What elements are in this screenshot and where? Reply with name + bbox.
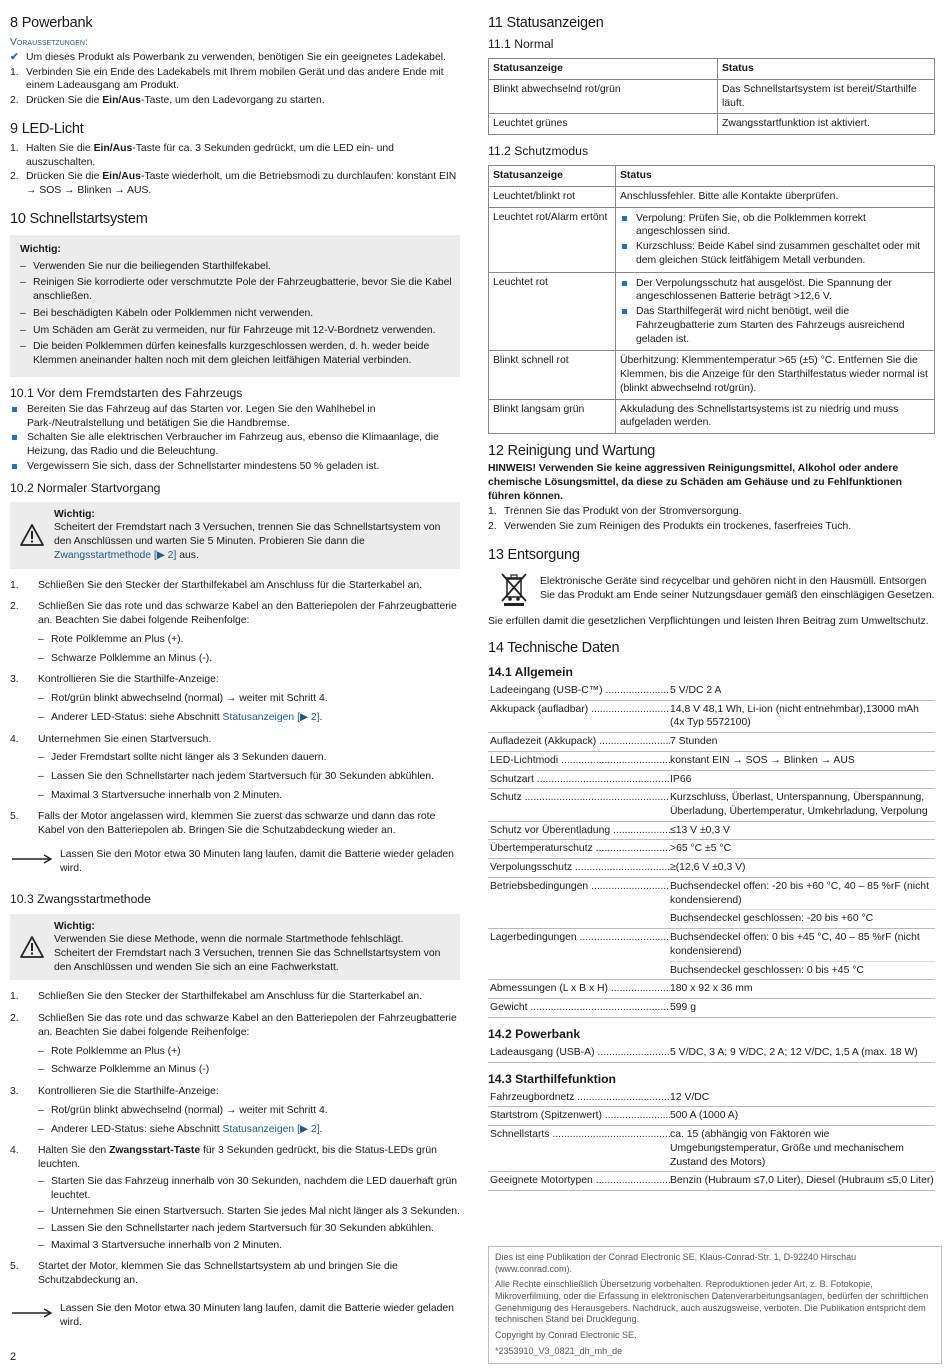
tech-powerbank-title: 14.2 Powerbank [488, 1026, 581, 1041]
cleaning-notice: HINWEIS! Verwenden Sie keine aggressiven Reinigungsmittel, Alkohol oder andere chemische Lösungsmittel, da diese zu Schäden am Gehäuse und zu Fehlfunktionen führen können. [488, 463, 902, 502]
list-item: – Jeder Fremdstart sollte nicht länger als 3 Sekunden dauern. [38, 752, 327, 764]
cleaning-steps [488, 505, 935, 533]
forced-start-title: 10.3 Zwangsstartmethode [10, 892, 151, 907]
list-item: 2. Drücken Sie die Ein/Aus-Taste wiederholt, um die Betriebsmodi zu durchlaufen: konstant EIN → SOS → Blinken → AUS. [10, 171, 457, 197]
tech-powerbank-list [488, 1044, 935, 1063]
list-item: Bereiten Sie das Fahrzeug auf das Starten vor. Legen Sie den Wahlhebel in Park-/Neutralstellung und betätigen Sie die Handbremse. [10, 403, 460, 430]
list-item: – Maximal 3 Startversuche innerhalb von 2 Minuten. [38, 1239, 283, 1251]
spec-row: Übertemperaturschutz ..... >65 °C ±5 °C [488, 840, 935, 859]
list-item: 1. Verbinden Sie ein Ende des Ladekabels mit Ihrem mobilen Gerät und das andere Ende mit einem Ladeausgang am Produkt. [10, 66, 444, 92]
important-title: Wichtig: [20, 243, 61, 255]
section-before [10, 385, 460, 474]
prereq-label: Voraussetzungen: [10, 37, 88, 49]
step: 5. Falls der Motor angelassen wird, klemmen Sie zuerst das schwarze und dann das rote Kabel von den Batteriepolen ab. Bringen Sie die Schutzabdeckung wieder an. [10, 811, 436, 837]
spec-row: Ladeeingang (USB-C™) ..... 5 V/DC 2 A [488, 682, 935, 701]
table-row: Blinkt langsam grün Akkuladung des Schnellstartsystems ist zu niedrig und muss aufgeladen werden. [489, 399, 935, 433]
result-line: Lassen Sie den Motor etwa 30 Minuten lang laufen, damit die Batterie wieder geladen wird. [10, 1302, 460, 1329]
result-line: Lassen Sie den Motor etwa 30 Minuten lang laufen, damit die Batterie wieder geladen wird. [10, 848, 460, 875]
step: 2. Schließen Sie das rote und das schwarze Kabel an den Batteriepolen der Fahrzeugbatterie an. Beachten Sie dabei folgende Reihenfolge: [10, 1013, 457, 1038]
spec-row: Aufladezeit (Akkupack) ..... 7 Stunden [488, 733, 935, 752]
led-steps [10, 142, 460, 198]
checkmark-icon: ✔ [10, 51, 19, 63]
list-item: – Rot/grün blinkt abwechselnd (normal) → weiter mit Schritt 4. [38, 1104, 328, 1116]
list-item: – Anderer LED-Status: siehe Abschnitt Statusanzeigen [▶ 2]. [38, 711, 323, 723]
section-led [10, 120, 460, 198]
led-title: 9 LED-Licht [10, 120, 84, 137]
list-item: – Rote Polklemme an Plus (+). [38, 633, 184, 645]
tech-general-title: 14.1 Allgemein [488, 664, 573, 679]
table-row: Blinkt schnell rot Überhitzung: Klemmentemperatur >65 (±5) °C. Entfernen Sie die Klemmen, bis die Anzeige für den Starthilfestatus wieder normal ist (blinkt abwechselnd rot/grün). [489, 351, 935, 399]
warning-icon [10, 508, 54, 563]
list-item: – Unternehmen Sie einen Startversuch. Starten Sie jedes Mal nicht länger als 3 Sekunden. [38, 1206, 460, 1218]
step: 5. Startet der Motor, klemmen Sie das Schnellstartsystem ab und bringen Sie die Schutzabdeckung an. [10, 1261, 398, 1287]
spec-row: Verpolungsschutz ..... ≥(12,6 V ±0,3 V) [488, 859, 935, 878]
status-link[interactable]: Statusanzeigen [▶ 2] [222, 711, 320, 723]
section-jumpstart [10, 210, 460, 377]
spec-row: Betriebsbedingungen ..... Buchsendeckel offen: -20 bis +60 °C, 40 – 85 %rF (nicht kondensierend) Buchsendeckel geschlossen: -20 bis +60 °C [488, 878, 935, 929]
spec-row: Startstrom (Spitzenwert) ..... 500 A (1000 A) [488, 1107, 935, 1126]
section-tech [488, 639, 935, 1192]
step: 3. Kontrollieren Sie die Starthilfe-Anzeige: [10, 674, 219, 686]
table-row: Leuchtet grünes Zwangsstartfunktion ist aktiviert. [489, 114, 935, 135]
spec-row: Geeignete Motortypen ..... Benzin (Hubraum ≤7,0 Liter), Diesel (Hubraum ≤5,0 Liter) [488, 1172, 935, 1191]
list-item: – Starten Sie das Fahrzeug innerhalb von 30 Sekunden, nachdem die LED dauerhaft grün leuchtet. [38, 1175, 458, 1201]
step: 1. Schließen Sie den Stecker der Starthilfekabel am Anschluss für die Starterkabel an. [10, 991, 423, 1003]
list-item: – Die beiden Polklemmen dürfen keinesfalls kurzgeschlossen werden, d. h. weder beide Klemmen aneinander halten noch mit dem gleichen leitfähigen Material verbinden. [20, 341, 430, 367]
list-item: Schalten Sie alle elektrischen Verbraucher im Fahrzeug aus, ebenso die Klimaanlage, die Heizung, das Radio und die Beleuchtung. [10, 431, 460, 458]
list-item: 2. Drücken Sie die Ein/Aus-Taste, um den Ladevorgang zu starten. [10, 95, 325, 107]
list-item: – Schwarze Polklemme an Minus (-). [38, 652, 213, 664]
crossed-bin-icon [488, 571, 540, 607]
list-item: – Verwenden Sie nur die beiliegenden Starthilfekabel. [20, 260, 271, 272]
tech-jump-title: 14.3 Starthilfefunktion [488, 1071, 616, 1086]
list-item: – Lassen Sie den Schnellstarter nach jedem Startversuch für 30 Sekunden abkühlen. [38, 1222, 434, 1234]
status-normal-title: 11.1 Normal [488, 37, 554, 52]
table-row: Leuchtet/blinkt rot Anschlussfehler. Bitte alle Kontakte überprüfen. [489, 186, 935, 207]
left-column [10, 14, 460, 1345]
prereq-item: ✔ Um dieses Produkt als Powerbank zu verwenden, benötigen Sie ein geeignetes Ladekabel. [10, 51, 446, 63]
status-protect-table [488, 165, 935, 434]
list-item: – Um Schäden am Gerät zu vermeiden, nur für Fahrzeuge mit 12-V-Bordnetz verwenden. [20, 324, 436, 336]
section-powerbank [10, 14, 460, 108]
table-row: Blinkt abwechselnd rot/grün Das Schnellstartsystem ist bereit/Starthilfe läuft. [489, 79, 935, 113]
step: 4. Halten Sie den Zwangsstart-Taste für 3 Sekunden gedrückt, bis die Status-LEDs grün leuchten. [10, 1145, 437, 1171]
bullet-icon [12, 435, 17, 440]
spec-row: Ladeausgang (USB-A) ..... 5 V/DC, 3 A; 9 V/DC, 2 A; 12 V/DC, 1,5 A (max. 18 W) [488, 1044, 935, 1063]
page-number: 2 [10, 1351, 17, 1363]
list-item: – Reinigen Sie korrodierte oder verschmutzte Pole der Fahrzeugbatterie, bevor Sie die Kabel anschließen. [20, 277, 452, 303]
powerbank-title: 8 Powerbank [10, 15, 93, 31]
list-item: 1. Trennen Sie das Produkt von der Stromversorgung. [488, 506, 742, 518]
list-item: – Rot/grün blinkt abwechselnd (normal) → weiter mit Schritt 4. [38, 693, 328, 705]
powerbank-steps [10, 66, 460, 108]
status-normal-table [488, 58, 935, 135]
spec-row: Schnellstarts ..... ca. 15 (abhängig von Faktoren wie Umgebungstemperatur, Größe und mechanischem Zustand des Motors) [488, 1126, 935, 1172]
list-item: Vergewissern Sie sich, dass der Schnellstarter mindestens 50 % geladen ist. [10, 460, 460, 474]
step: 2. Schließen Sie das rote und das schwarze Kabel an den Batteriepolen der Fahrzeugbatterie an. Beachten Sie dabei folgende Reihenfolge: [10, 601, 457, 627]
list-item: 2. Verwenden Sie zum Reinigen des Produkts ein trockenes, faserfreies Tuch. [488, 521, 852, 533]
bullet-icon [12, 407, 17, 412]
normal-start-title: 10.2 Normaler Startvorgang [10, 480, 161, 495]
list-item: – Rote Polklemme an Plus (+) [38, 1045, 181, 1057]
spec-row: Akkupack (aufladbar) ..... 14,8 V 48,1 Wh, Li-ion (nicht entnehmbar),13000 mAh (4x Typ 5572100) [488, 701, 935, 733]
bullet-icon [12, 464, 17, 469]
list-item: – Bei beschädigten Kabeln oder Polklemmen nicht verwenden. [20, 307, 314, 319]
tech-general-list [488, 682, 935, 1018]
status-title: 11 Statusanzeigen [488, 15, 604, 31]
list-item: – Schwarze Polklemme an Minus (-) [38, 1064, 210, 1076]
section-disposal: 13 Entsorgung Elektronische Geräte sind recycelbar und gehören nicht in den Hausmüll. Entsorgen Sie das Produkt am Ende seiner Nutzungsdauer gemäß den einschlägigen Gesetzen. Sie erfüllen damit die gesetzlichen Verpflichtungen und leisten Ihren Beitrag zum Umweltschutz. [488, 546, 935, 627]
section-forced-start [10, 891, 460, 1329]
list-item: – Lassen Sie den Schnellstarter nach jedem Startversuch für 30 Sekunden abkühlen. [38, 771, 434, 782]
cleaning-title: 12 Reinigung und Wartung [488, 443, 656, 459]
table-header: Statusanzeige Status [489, 59, 935, 80]
status-protect-title: 11.2 Schutzmodus [488, 144, 589, 159]
jumpstart-title: 10 Schnellstartsystem [10, 210, 148, 227]
spec-row: Schutz vor Überentladung ..... ≤13 V ±0,3 V [488, 822, 935, 841]
spec-row: Schutzart ..... IP66 [488, 771, 935, 790]
section-status [488, 14, 935, 434]
tech-title: 14 Technische Daten [488, 639, 620, 656]
imprint-box: Dies ist eine Publikation der Conrad Electronic SE, Klaus-Conrad-Str. 1, D-92240 Hirschau (www.conrad.com). Alle Rechte einschließlich Übersetzung vorbehalten. Reproduktionen jeder Art, z. B. Fotokopie, Mikroverfilmung, oder die Erfassung in elektronischen Datenverarbeitungsanlagen, bedürfen der schriftlichen Genehmigung des Herausgebers. Nachdruck, auch auszugsweise, verboten. Die Publikation entspricht dem technischen Stand bei Drucklegung. Copyright by Conrad Electronic SE. *2353910_V3_0821_dh_mh_de [488, 1246, 942, 1364]
spec-row: Lagerbedingungen ..... Buchsendeckel offen: 0 bis +45 °C, 40 – 85 %rF (nicht kondensierend) Buchsendeckel geschlossen: 0 bis +45 °C [488, 929, 935, 980]
list-item: – Maximal 3 Startversuche innerhalb von 2 Minuten. [38, 789, 283, 801]
before-title: 10.1 Vor dem Fremdstarten des Fahrzeugs [10, 385, 243, 400]
step: 3. Kontrollieren Sie die Starthilfe-Anzeige: [10, 1086, 219, 1098]
section-normal-start [10, 480, 460, 876]
important-box [10, 235, 460, 377]
status-link[interactable]: Statusanzeigen [▶ 2] [222, 1123, 320, 1135]
bullet-icon [622, 309, 627, 314]
warning-box: Wichtig: Verwenden Sie diese Methode, wenn die normale Startmethode fehlschlägt. Scheitert der Fremdstart nach 3 Versuchen, trennen Sie das Schnellstartsystem von den Anschlüssen und wenden Sie sich an eine Fachwerkstatt. [10, 914, 460, 981]
arrow-right-icon [10, 1308, 60, 1323]
tech-jump-list [488, 1089, 935, 1191]
spec-row: Fahrzeugbordnetz ..... 12 V/DC [488, 1089, 935, 1108]
spec-row: LED-Lichtmodi ..... konstant EIN → SOS → Blinken → AUS [488, 752, 935, 771]
spec-row: Abmessungen (L x B x H) ..... 180 x 92 x 36 mm [488, 980, 935, 999]
warning-icon [10, 920, 54, 975]
section-cleaning [488, 442, 935, 534]
bullet-icon [622, 216, 627, 221]
step: 4. Unternehmen Sie einen Startversuch. [10, 733, 212, 745]
warning-box: Wichtig: Scheitert der Fremdstart nach 3 Versuchen, trennen Sie das Schnellstartsystem von den Anschlüssen und warten Sie 5 Minuten. Probieren Sie dann die Zwangsstartmethode [▶ 2] aus. [10, 502, 460, 569]
spec-row: Gewicht ..... 599 g [488, 999, 935, 1018]
forced-start-link[interactable]: Zwangsstartmethode [▶ 2] [54, 549, 177, 561]
table-row: Leuchtet rot Der Verpolungsschutz hat ausgelöst. Die Spannung der angeschlossenen Batterie beträgt >12,6 V. Das Starthilfegerät wird nicht benötigt, weil die Fahrzeugbatterie zum Starten des Fahrzeugs ausreichend geladen ist. [489, 272, 935, 351]
table-header: Statusanzeige Status [489, 166, 935, 187]
table-row: Leuchtet rot/Alarm ertönt Verpolung: Prüfen Sie, ob die Polklemmen korrekt angeschlossen sind. Kurzschluss: Beide Kabel sind zusammen geschaltet oder mit dem gleichen Stück leitfähigem Metall verbunden. [489, 207, 935, 272]
right-column [488, 14, 935, 1203]
spec-row: Schutz ..... Kurzschluss, Überlast, Unterspannung, Überspannung, Überladung, Übertemperatur, Umkehrladung, Verpolung [488, 789, 935, 821]
disposal-title: 13 Entsorgung [488, 546, 580, 563]
arrow-right-icon [10, 854, 60, 869]
step: 1. Schließen Sie den Stecker der Starthilfekabel am Anschluss für die Starterkabel an. [10, 579, 423, 591]
bullet-icon [622, 244, 627, 249]
list-item: 1. Halten Sie die Ein/Aus-Taste für ca. 3 Sekunden gedrückt, um die LED ein- und auszuschalten. [10, 142, 394, 168]
bullet-icon [622, 281, 627, 286]
list-item: – Anderer LED-Status: siehe Abschnitt Statusanzeigen [▶ 2]. [38, 1123, 323, 1135]
